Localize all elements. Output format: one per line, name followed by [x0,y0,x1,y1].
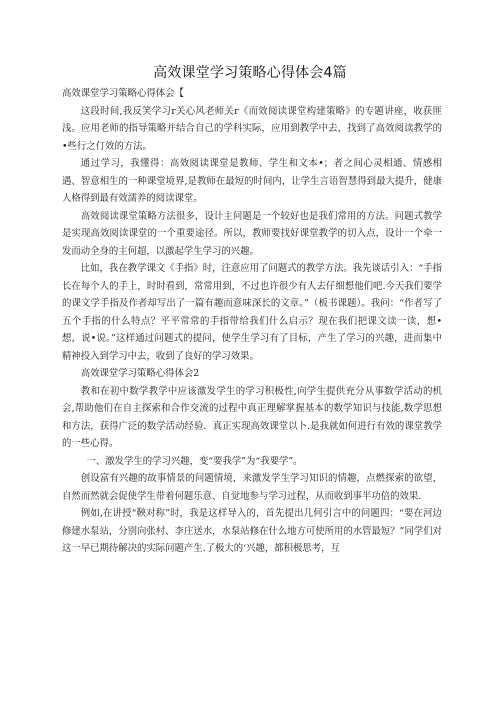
paragraph: 高效阅读课堂策略方法很多，设计主问题是一个较好也是我们常用的方法。问题式教学是实现高效阅读课堂的一个重要途径。所以，教师要找好课堂教学的切入点，设计一个牵一发而动全身的主何超，以激起学生学习的兴趣。 [62,210,442,257]
section-subtitle: 高效课堂学习策略心得体会2 [80,368,200,379]
section-heading: 一、激发学生的学习兴趣，变“要我学”为“我要学”。 [86,455,303,467]
paragraph: 教和在初中数学教学中应该激发学生的学习积极性,向学生提供充分从事数学活动的机会,帮助他们在自主探索和合作交流的过程中真正理解掌握基本的数学知识与技能,数学思想和方法，获得广泛的数学活动经验．真正实现高效课堂以卜.是我就如何进行有效的课堂教学的一些心得。 [62,385,442,449]
paragraph: 例如,在讲授“鞅对称”时，我是这样导入的，首先提出几何引言中的问题四：“要在河边修建水泵站，分别向张村、李庄送水，水泵站修在什么地方可使所用的水管最短？”同学们对这一早已期待解决的实际问题产生.了极大的‘兴趣，都积极思考，互 [62,508,442,554]
paragraph: 创设富有兴趣的故事情景的问题情境，来激发学生学习知识的情趣，点燃探索的欲望，自然而然就会促使学生带着何题乐意、自觉地参与学习过程，从而收到事半功倍的效果. [62,473,442,502]
paragraph: 这段时间,我反笑学习r关心风老师关r《而效阅读课堂构建策略》的专题讲座，收获匪浅。应用老师的指导策略并结合自己的学科实际，应用到教学中去，找到了高效阅读教学的•些行之仃效的方法。 [62,105,442,152]
paragraph: 比如，我在教学课文《手指》时，注意应用了问题式的教学方法。我先谈话引入：“手指长在每个人的手上，时时看到，常常用到，不过也许很少有人去仔细想他们吧.今天我们要学的课文学手指及作者却写出了一篇有趣而意味深长的文章。”（板书课题）。我问：“作者写了五个手指的什么特点？平平常常的手指带给我们什么启示？现在我们把课文读一读，想•想，说•说。”这样通过问题式的提问，使学生学习有了目标，产生了学习的兴趣，进而集中精神投入到学习中去，收到了良好的学习效果。 [62,263,442,362]
paragraph: 通过学习，我懂得：高效阅读课堂是教师、学生和文本•；者之间心灵相通、情感相遇、智意相生的一种课堂境界,是教师在最短的时间内，让学生言语智慧得到最大提升，健康人格得到最有效濡养的阅读课堂。 [62,158,442,204]
document-body [62,85,442,558]
document-title: 高效课堂学习策略心得体会4篇 [153,65,347,81]
section-subtitle: 高效课堂学习策略心得体会【 [62,88,184,99]
